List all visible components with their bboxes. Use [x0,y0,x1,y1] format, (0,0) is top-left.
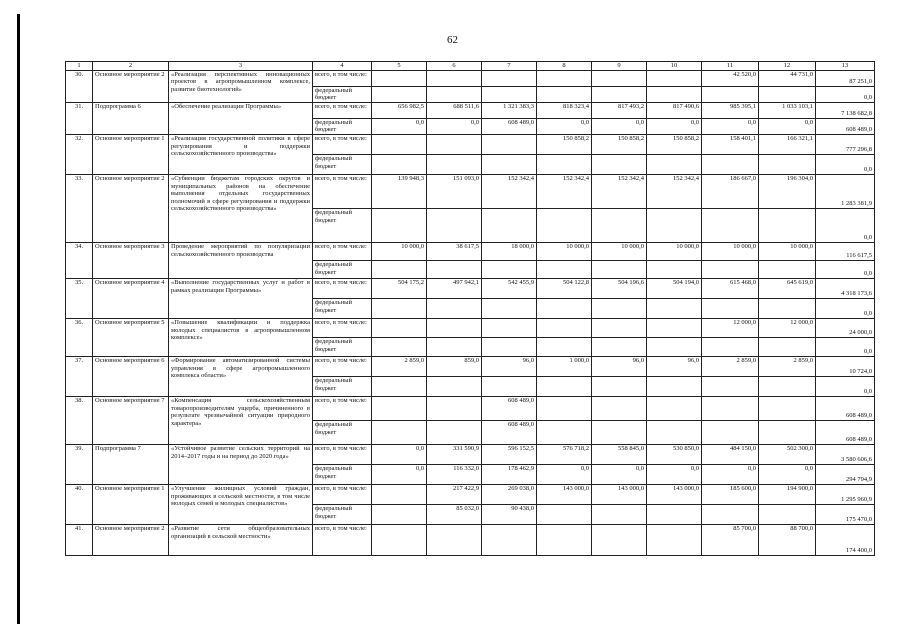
binding-edge-line [17,14,20,624]
year-value [372,260,427,278]
total-value: 0,0 [816,260,875,278]
column-number-header: 9 [592,62,647,71]
year-value [372,208,427,242]
year-value [427,154,482,174]
column-number-header: 12 [759,62,816,71]
year-value: 0,0 [372,118,427,134]
year-value [702,396,759,420]
year-value [759,420,816,444]
year-value [482,260,537,278]
year-value: 0,0 [592,118,647,134]
row-number: 40. [66,484,93,524]
year-value: 0,0 [647,118,702,134]
year-value [537,298,592,318]
funding-source: федеральный бюджет [313,376,372,396]
funding-source: всего, в том числе: [313,242,372,260]
year-value [482,337,537,356]
year-value: 10 000,0 [537,242,592,260]
year-value [427,376,482,396]
year-value [482,298,537,318]
funding-source: федеральный бюджет [313,154,372,174]
year-value [372,484,427,504]
year-value [372,298,427,318]
total-value: 608 489,0 [816,118,875,134]
year-value [592,318,647,337]
column-number-header: 1 [66,62,93,71]
column-number-header: 8 [537,62,592,71]
year-value: 0,0 [759,118,816,134]
funding-source: федеральный бюджет [313,208,372,242]
year-value: 331 590,9 [427,444,482,464]
year-value [537,318,592,337]
funding-source: федеральный бюджет [313,464,372,484]
year-value: 0,0 [372,464,427,484]
year-value [427,524,482,555]
year-value [592,524,647,555]
event-name: Основное мероприятие 5 [93,318,169,356]
year-value [482,318,537,337]
page-number: 62 [447,34,458,46]
year-value: 504 122,8 [537,278,592,298]
year-value: 530 850,0 [647,444,702,464]
year-value: 0,0 [537,118,592,134]
year-value [702,86,759,102]
table-row [66,396,875,420]
year-value [537,154,592,174]
event-name: Подпрограмма 6 [93,102,169,134]
table-header-row [66,62,875,71]
column-number-header: 13 [816,62,875,71]
year-value [372,504,427,524]
year-value [427,260,482,278]
column-number-header: 2 [93,62,169,71]
year-value [592,154,647,174]
year-value: 576 718,2 [537,444,592,464]
year-value [647,86,702,102]
year-value [592,86,647,102]
year-value: 504 194,0 [647,278,702,298]
year-value: 150 858,2 [537,134,592,154]
year-value [482,86,537,102]
funding-source: федеральный бюджет [313,420,372,444]
total-value: 174 400,0 [816,524,875,555]
event-description: «Реализация государственной политики в сфере регулирования и поддержки сельскохозяйственного производства» [169,134,313,174]
total-value: 10 724,0 [816,356,875,376]
year-value [372,524,427,555]
budget-table [65,61,875,556]
year-value: 143 000,0 [592,484,647,504]
year-value [702,298,759,318]
year-value [592,337,647,356]
funding-source: федеральный бюджет [313,118,372,134]
year-value: 656 982,5 [372,102,427,118]
total-value: 294 794,9 [816,464,875,484]
year-value: 18 000,0 [482,242,537,260]
year-value: 484 150,0 [702,444,759,464]
event-description: «Выполнение государственных услуг и работ в рамках реализации Программы» [169,278,313,318]
year-value [647,298,702,318]
year-value [372,337,427,356]
year-value [647,318,702,337]
year-value: 0,0 [702,118,759,134]
funding-source: всего, в том числе: [313,318,372,337]
year-value [759,208,816,242]
year-value [647,376,702,396]
total-value: 1 283 381,9 [816,174,875,208]
year-value [759,260,816,278]
year-value [427,86,482,102]
total-value: 4 318 173,6 [816,278,875,298]
event-name: Основное мероприятие 1 [93,484,169,524]
column-number-header: 10 [647,62,702,71]
year-value: 0,0 [759,464,816,484]
year-value: 44 731,0 [759,70,816,86]
event-name: Основное мероприятие 4 [93,278,169,318]
year-value [482,134,537,154]
table-row [66,318,875,337]
year-value: 608 489,0 [482,396,537,420]
year-value [537,524,592,555]
year-value [647,524,702,555]
year-value: 152 342,4 [592,174,647,208]
year-value: 859,0 [427,356,482,376]
year-value [372,318,427,337]
year-value [427,134,482,154]
year-value: 615 468,0 [702,278,759,298]
year-value: 596 152,5 [482,444,537,464]
year-value [759,154,816,174]
year-value: 0,0 [647,464,702,484]
year-value: 143 000,0 [647,484,702,504]
year-value: 96,0 [592,356,647,376]
year-value [702,337,759,356]
year-value [702,208,759,242]
table-row [66,484,875,504]
year-value: 1 000,0 [537,356,592,376]
funding-source: всего, в том числе: [313,134,372,154]
year-value: 10 000,0 [592,242,647,260]
year-value: 504 196,6 [592,278,647,298]
total-value: 0,0 [816,298,875,318]
table-row [66,70,875,86]
year-value: 152 342,4 [537,174,592,208]
year-value [592,396,647,420]
year-value: 42 520,0 [702,70,759,86]
year-value [372,86,427,102]
year-value: 0,0 [592,464,647,484]
total-value: 3 580 606,6 [816,444,875,464]
year-value [647,154,702,174]
year-value: 688 511,6 [427,102,482,118]
event-name: Основное мероприятие 1 [93,134,169,174]
funding-source: федеральный бюджет [313,86,372,102]
event-description: «Устойчивое развитие сельских территорий на 2014–2017 годы и на период до 2020 года» [169,444,313,484]
event-description: «Реализация перспективных инновационных проектов в агропромышленном комплексе, развитие биотехнологий» [169,70,313,102]
year-value [427,420,482,444]
year-value: 558 845,0 [592,444,647,464]
funding-source: всего, в том числе: [313,102,372,118]
event-name: Основное мероприятие 6 [93,356,169,396]
year-value: 502 300,0 [759,444,816,464]
year-value: 152 342,4 [482,174,537,208]
event-description: «Формирование автоматизированной системы управления в сфере агропромышленного комплекса области» [169,356,313,396]
table-row [66,524,875,555]
year-value [427,318,482,337]
year-value: 186 667,0 [702,174,759,208]
table-row [66,278,875,298]
year-value: 2 859,0 [372,356,427,376]
year-value [537,70,592,86]
event-description: Проведение мероприятий по популяризации сельскохозяйственного производства [169,242,313,278]
total-value: 24 000,0 [816,318,875,337]
funding-source: всего, в том числе: [313,356,372,376]
year-value [759,86,816,102]
year-value: 2 859,0 [759,356,816,376]
year-value: 152 342,4 [647,174,702,208]
row-number: 41. [66,524,93,555]
year-value [482,208,537,242]
year-value: 2 859,0 [702,356,759,376]
row-number: 36. [66,318,93,356]
year-value: 166 321,1 [759,134,816,154]
year-value: 96,0 [482,356,537,376]
year-value: 1 321 383,3 [482,102,537,118]
year-value [647,208,702,242]
event-name: Основное мероприятие 2 [93,174,169,242]
total-value: 777 296,8 [816,134,875,154]
year-value: 88 700,0 [759,524,816,555]
column-number-header: 5 [372,62,427,71]
year-value: 178 462,9 [482,464,537,484]
year-value: 12 000,0 [759,318,816,337]
row-number: 33. [66,174,93,242]
table-row [66,444,875,464]
row-number: 37. [66,356,93,396]
funding-source: федеральный бюджет [313,260,372,278]
year-value: 38 617,5 [427,242,482,260]
year-value: 194 900,0 [759,484,816,504]
year-value [647,70,702,86]
row-number: 39. [66,444,93,484]
year-value [427,208,482,242]
year-value: 185 600,0 [702,484,759,504]
year-value [482,154,537,174]
year-value: 0,0 [537,464,592,484]
year-value [647,337,702,356]
event-name: Основное мероприятие 2 [93,524,169,555]
event-description: «Обеспечение реализации Программы» [169,102,313,134]
table-row [66,242,875,260]
year-value [372,134,427,154]
funding-source: федеральный бюджет [313,337,372,356]
year-value: 1 033 103,1 [759,102,816,118]
year-value [482,524,537,555]
year-value: 217 422,9 [427,484,482,504]
year-value [759,376,816,396]
event-description: «Развитие сети общеобразовательных организаций в сельской местности» [169,524,313,555]
year-value [372,420,427,444]
year-value: 608 489,0 [482,118,537,134]
year-value: 504 175,2 [372,278,427,298]
year-value [372,396,427,420]
year-value: 10 000,0 [702,242,759,260]
total-value: 608 489,0 [816,396,875,420]
year-value [759,396,816,420]
table-row [66,102,875,118]
year-value [482,70,537,86]
year-value: 645 619,0 [759,278,816,298]
event-name: Подпрограмма 7 [93,444,169,484]
year-value: 151 093,0 [427,174,482,208]
year-value: 150 858,2 [592,134,647,154]
year-value [427,396,482,420]
year-value [537,260,592,278]
year-value [702,376,759,396]
year-value [647,260,702,278]
year-value [537,376,592,396]
funding-source: федеральный бюджет [313,504,372,524]
year-value: 10 000,0 [647,242,702,260]
event-description: «Улучшение жилищных условий граждан, проживающих в сельской местности, в том числе молодых семей и молодых специалистов» [169,484,313,524]
year-value: 0,0 [702,464,759,484]
year-value [702,420,759,444]
funding-source: всего, в том числе: [313,174,372,208]
year-value [702,504,759,524]
year-value [702,260,759,278]
year-value: 817 490,6 [647,102,702,118]
year-value [482,376,537,396]
table-row [66,134,875,154]
year-value [647,396,702,420]
total-value: 0,0 [816,86,875,102]
table-row [66,356,875,376]
year-value: 985 395,1 [702,102,759,118]
column-number-header: 7 [482,62,537,71]
year-value: 0,0 [427,118,482,134]
funding-source: всего, в том числе: [313,484,372,504]
year-value [537,208,592,242]
column-number-header: 6 [427,62,482,71]
funding-source: всего, в том числе: [313,396,372,420]
year-value [592,504,647,524]
year-value [759,337,816,356]
year-value: 85 700,0 [702,524,759,555]
year-value [702,154,759,174]
event-description: «Субвенции бюджетам городских округов и муниципальных районов на обеспечение выполнения отдельных государственных полномочий в сфере регулирования и поддержки сельскохозяйственного производства» [169,174,313,242]
year-value: 0,0 [372,444,427,464]
total-value: 0,0 [816,208,875,242]
table-row [66,174,875,208]
year-value [372,70,427,86]
column-number-header: 11 [702,62,759,71]
year-value [427,337,482,356]
year-value [759,298,816,318]
year-value [592,420,647,444]
total-value: 0,0 [816,337,875,356]
funding-source: всего, в том числе: [313,444,372,464]
year-value: 196 304,0 [759,174,816,208]
year-value [592,376,647,396]
event-name: Основное мероприятие 3 [93,242,169,278]
year-value: 139 948,3 [372,174,427,208]
year-value [372,154,427,174]
year-value [647,504,702,524]
year-value [537,86,592,102]
row-number: 32. [66,134,93,174]
total-value: 87 251,0 [816,70,875,86]
year-value: 269 038,0 [482,484,537,504]
year-value [372,376,427,396]
year-value [647,420,702,444]
row-number: 34. [66,242,93,278]
year-value [592,298,647,318]
event-description: «Компенсация сельскохозяйственным товаропроизводителям ущерба, причиненного в результате чрезвычайной ситуации природного характера» [169,396,313,444]
year-value [537,337,592,356]
year-value: 90 438,0 [482,504,537,524]
year-value: 817 493,2 [592,102,647,118]
total-value: 7 138 682,8 [816,102,875,118]
column-number-header: 3 [169,62,313,71]
year-value [537,396,592,420]
total-value: 0,0 [816,154,875,174]
event-name: Основное мероприятие 7 [93,396,169,444]
year-value [537,504,592,524]
funding-source: федеральный бюджет [313,298,372,318]
year-value: 12 000,0 [702,318,759,337]
year-value [592,70,647,86]
row-number: 30. [66,70,93,102]
year-value: 542 455,9 [482,278,537,298]
total-value: 1 295 960,9 [816,484,875,504]
column-number-header: 4 [313,62,372,71]
year-value [537,420,592,444]
total-value: 608 489,0 [816,420,875,444]
event-name: Основное мероприятие 2 [93,70,169,102]
year-value: 818 323,4 [537,102,592,118]
year-value [759,504,816,524]
year-value: 143 000,0 [537,484,592,504]
year-value [427,298,482,318]
total-value: 116 617,5 [816,242,875,260]
row-number: 35. [66,278,93,318]
year-value: 96,0 [647,356,702,376]
year-value [592,208,647,242]
total-value: 0,0 [816,376,875,396]
year-value: 150 858,2 [647,134,702,154]
funding-source: всего, в том числе: [313,70,372,86]
event-description: «Повышение квалификации и поддержка молодых специалистов в агропромышленном комплексе» [169,318,313,356]
year-value: 608 489,0 [482,420,537,444]
year-value: 10 000,0 [372,242,427,260]
funding-source: всего, в том числе: [313,524,372,555]
row-number: 38. [66,396,93,444]
year-value: 85 032,0 [427,504,482,524]
year-value: 497 942,1 [427,278,482,298]
year-value: 116 332,0 [427,464,482,484]
row-number: 31. [66,102,93,134]
total-value: 175 470,0 [816,504,875,524]
year-value [427,70,482,86]
funding-source: всего, в том числе: [313,278,372,298]
year-value: 10 000,0 [759,242,816,260]
year-value: 158 401,1 [702,134,759,154]
year-value [592,260,647,278]
